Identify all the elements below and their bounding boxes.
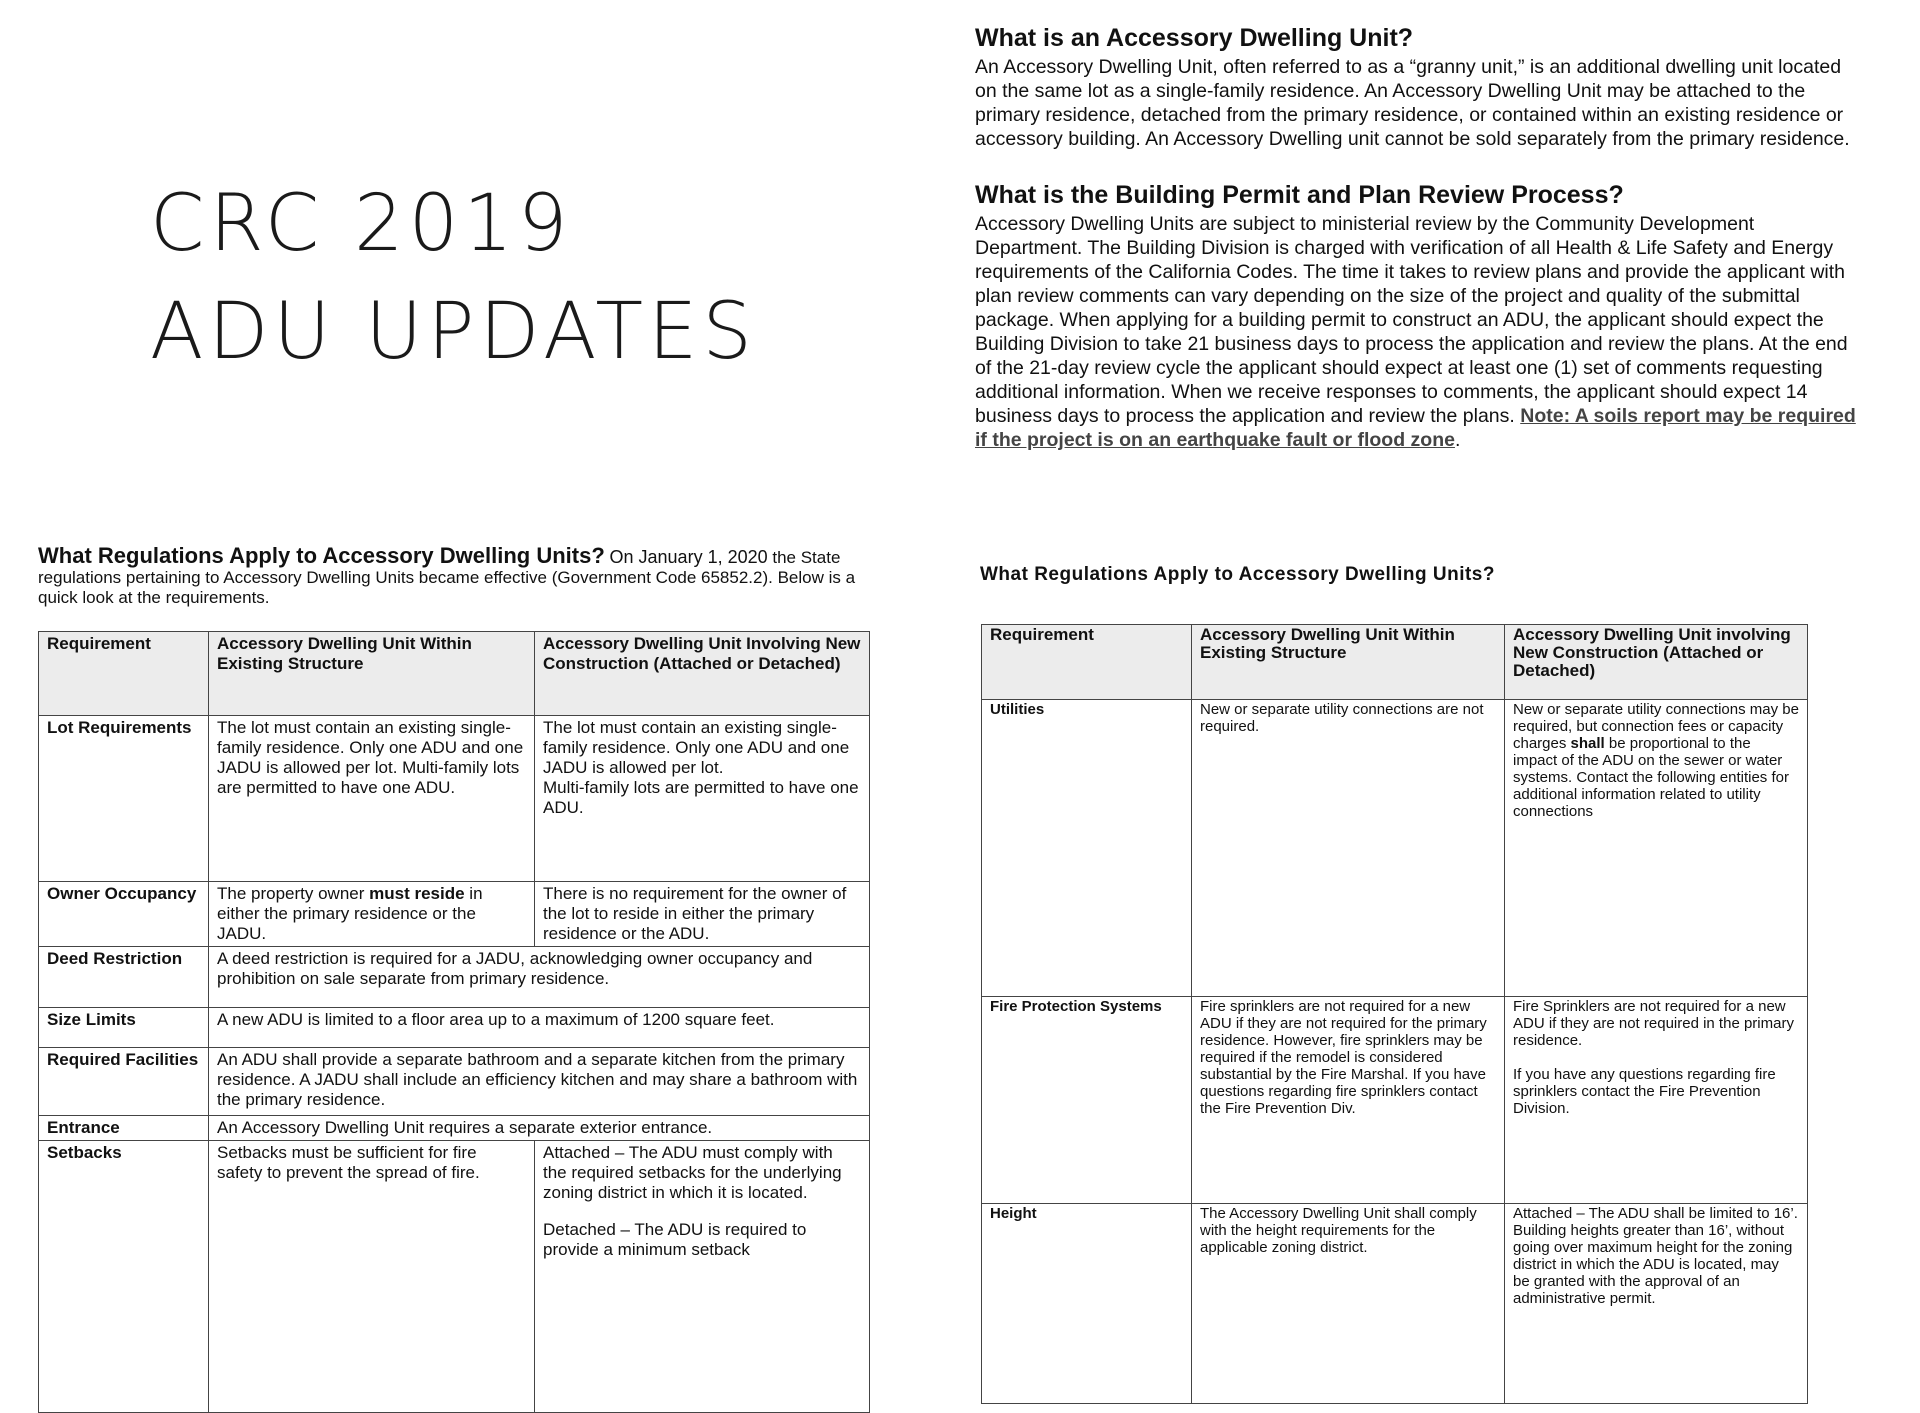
row-label: Deed Restriction — [39, 947, 209, 1008]
adu-definition-heading: What is an Accessory Dwelling Unit? — [975, 24, 1414, 52]
header-new-construction: Accessory Dwelling Unit Involving New Construction (Attached or Detached) — [535, 632, 870, 716]
cell-emphasis: must reside — [369, 884, 465, 903]
header-requirement: Requirement — [982, 625, 1192, 700]
table-row — [39, 716, 870, 882]
cell-existing: Setbacks must be sufficient for fire safety to prevent the spread of fire. — [209, 1141, 535, 1413]
table-header-row — [982, 625, 1808, 700]
cell-text: New or separate utility connections may be required, but connection fees or capacity charges — [1513, 701, 1799, 752]
left-regulations-heading: What Regulations Apply to Accessory Dwelling Units? — [38, 543, 605, 568]
cell-text: in either the primary residence or the JADU. — [217, 884, 483, 943]
left-intro — [38, 543, 858, 608]
cell-new — [535, 1141, 870, 1413]
header-requirement: Requirement — [39, 632, 209, 716]
table-row — [39, 1116, 870, 1141]
left-intro-rest: the State regulations pertaining to Accessory Dwelling Units became effective (Government Code 65852.2). Below is a quick look at the requirements. — [38, 548, 856, 607]
row-label: Setbacks — [39, 1141, 209, 1413]
cell-span: A deed restriction is required for a JADU, acknowledging owner occupancy and prohibition on sale separate from primary residence. — [209, 947, 870, 1008]
row-label: Owner Occupancy — [39, 882, 209, 947]
cell-new — [1505, 997, 1808, 1204]
permit-process-body: Accessory Dwelling Units are subject to ministerial review by the Community Development Department. The Building Division is charged with verification of all Health & Life Safety and Energy requirements of the California Codes. The time it takes to review plans and provide the applicant with plan review comments can vary depending on the size of the project and quality of the submittal package. When applying for a building permit to construct an ADU, the applicant should expect the Building Division to take 21 business days to process the application and review the plans. At the end of the 21-day review cycle the applicant should expect at least one (1) set of comments requesting additional information. When we receive responses to comments, the applicant should expect 14 business days to process the application and review the plans. — [975, 213, 1848, 427]
adu-definition-text: An Accessory Dwelling Unit, often referred to as a “granny unit,” is an additional dwelling unit located on the same lot as a single-family residence. An Accessory Dwelling Unit may be attached to the primary residence, detached from the primary residence, or contained within an existing residence or accessory building. An Accessory Dwelling unit cannot be sold separately from the primary residence. — [975, 56, 1850, 150]
table-row — [39, 947, 870, 1008]
cell-existing: The lot must contain an existing single-family residence. Only one ADU and one JADU is allowed per lot. Multi-family lots are permitted to have one ADU. — [209, 716, 535, 882]
cell-new: There is no requirement for the owner of the lot to reside in either the primary residence or the ADU. — [535, 882, 870, 947]
cell-text: Attached – The ADU must comply with the required setbacks for the underlying zoning district in which it is located. — [543, 1143, 842, 1202]
cell-text: Detached – The ADU is required to provide a minimum setback — [543, 1220, 807, 1259]
row-label: Lot Requirements — [39, 716, 209, 882]
table-row — [39, 1008, 870, 1048]
cell-existing: New or separate utility connections are not required. — [1192, 700, 1505, 997]
adu-requirements-table — [38, 631, 870, 1413]
table-row — [39, 1141, 870, 1413]
cell-text: Multi-family lots are permitted to have one ADU. — [543, 778, 859, 817]
row-label: Height — [982, 1204, 1192, 1404]
cell-text: The property owner — [217, 884, 370, 903]
permit-process-text — [975, 212, 1865, 452]
cell-text: Fire Sprinklers are not required for a new ADU if they are not required in the primary residence. — [1513, 998, 1794, 1049]
cell-existing: The Accessory Dwelling Unit shall comply with the height requirements for the applicable zoning district. — [1192, 1204, 1505, 1404]
permit-process-heading: What is the Building Permit and Plan Review Process? — [975, 181, 1624, 209]
row-label: Utilities — [982, 700, 1192, 997]
header-new-construction: Accessory Dwelling Unit involving New Construction (Attached or Detached) — [1505, 625, 1808, 700]
document-title — [150, 170, 850, 386]
title-line-1: CRC 2019 — [150, 179, 573, 269]
row-label: Required Facilities — [39, 1048, 209, 1116]
table-row — [982, 700, 1808, 997]
cell-new: Attached – The ADU shall be limited to 16’. Building heights greater than 16’, without going over maximum height for the zoning district in which the ADU is located, may be granted with the approval of an administrative permit. — [1505, 1204, 1808, 1404]
header-existing-structure: Accessory Dwelling Unit Within Existing Structure — [1192, 625, 1505, 700]
cell-text: be proportional to the impact of the ADU on the sewer or water systems. Contact the following entities for additional information related to utility connections — [1513, 735, 1789, 820]
row-label: Entrance — [39, 1116, 209, 1141]
cell-span: An Accessory Dwelling Unit requires a separate exterior entrance. — [209, 1116, 870, 1141]
cell-text: If you have any questions regarding fire sprinklers contact the Fire Prevention Division. — [1513, 1066, 1776, 1117]
row-label: Fire Protection Systems — [982, 997, 1192, 1204]
left-intro-text — [38, 543, 858, 608]
left-intro-lead: On January 1, 2020 — [609, 547, 768, 567]
adu-utilities-table — [981, 624, 1808, 1404]
soils-report-note: Note: A soils report may be required if the project is on an earthquake fault or flood zone — [975, 405, 1856, 451]
cell-new — [535, 716, 870, 882]
title-line-2: ADU UPDATES — [150, 287, 757, 377]
note-period: . — [1454, 429, 1461, 451]
table-row — [982, 1204, 1808, 1404]
row-label: Size Limits — [39, 1008, 209, 1048]
cell-text: The lot must contain an existing single-family residence. Only one ADU and one JADU is allowed per lot. — [543, 718, 850, 777]
table-row — [39, 1048, 870, 1116]
cell-existing — [209, 882, 535, 947]
right-regulations-heading: What Regulations Apply to Accessory Dwelling Units? — [980, 564, 1495, 585]
table-row — [39, 882, 870, 947]
cell-existing: Fire sprinklers are not required for a new ADU if they are not required for the primary residence. However, fire sprinklers may be required if the remodel is considered substantial by the Fire Marshal. If you have questions regarding fire sprinklers contact the Fire Prevention Div. — [1192, 997, 1505, 1204]
cell-span: A new ADU is limited to a floor area up to a maximum of 1200 square feet. — [209, 1008, 870, 1048]
cell-span: An ADU shall provide a separate bathroom and a separate kitchen from the primary residence. A JADU shall include an efficiency kitchen and may share a bathroom with the primary residence. — [209, 1048, 870, 1116]
table-header-row — [39, 632, 870, 716]
header-existing-structure: Accessory Dwelling Unit Within Existing Structure — [209, 632, 535, 716]
cell-new — [1505, 700, 1808, 997]
info-section — [975, 24, 1865, 452]
cell-emphasis: shall — [1570, 735, 1605, 752]
table-row — [982, 997, 1808, 1204]
